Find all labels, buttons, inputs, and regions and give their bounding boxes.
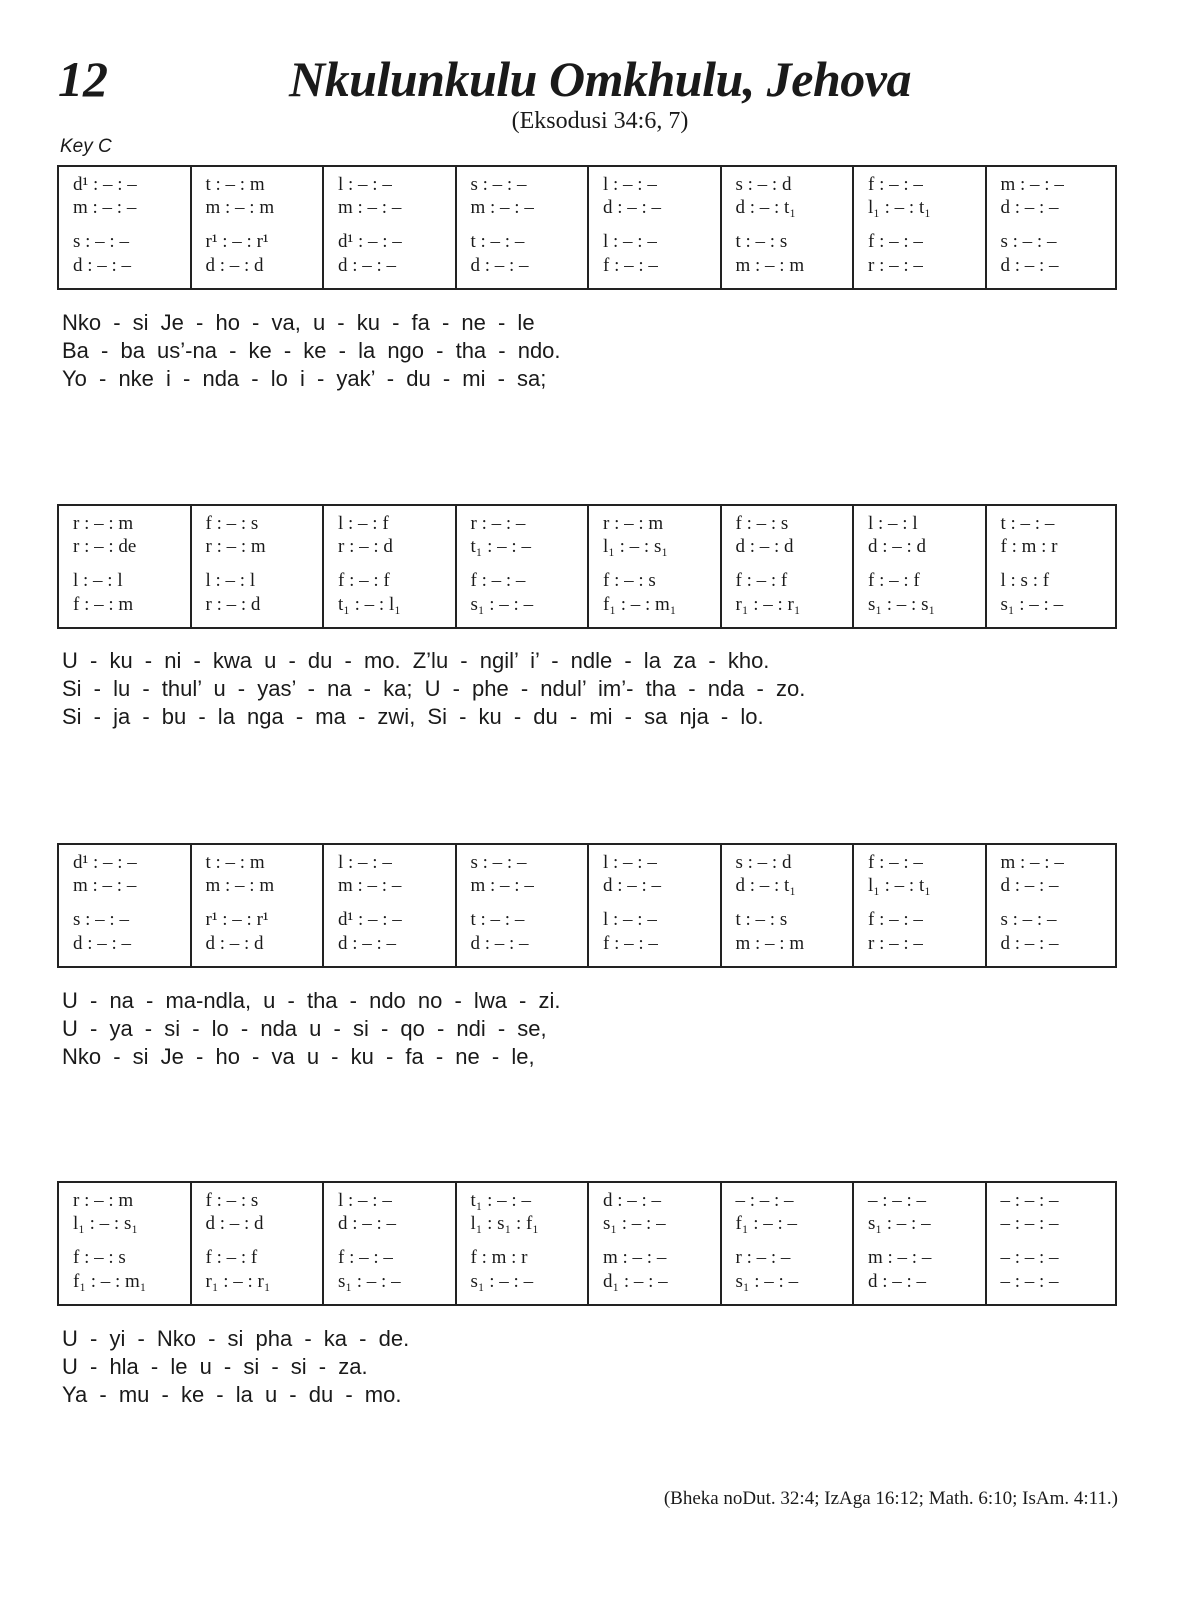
- lyric-line: U - yi - Nko - si pha - ka - de.: [62, 1326, 410, 1351]
- solfa-notes: s₁ : – : –: [1000, 594, 1064, 615]
- lyric-line: Si - ja - bu - la nga - ma - zwi, Si - ku - du - mi - sa nja - lo.: [62, 704, 764, 729]
- bar-line: [190, 845, 192, 966]
- solfa-notes: f : – : f: [205, 1247, 258, 1268]
- solfa-notes: t : – : –: [1000, 513, 1055, 534]
- solfa-notes: l : – : –: [603, 909, 657, 930]
- bar-line: [985, 506, 987, 627]
- solfa-notes: s₁ : – : –: [470, 594, 534, 615]
- bar-line: [455, 845, 457, 966]
- bar-line: [720, 845, 722, 966]
- solfa-notes: l : – : l: [205, 570, 256, 591]
- solfa-notes: f : – : –: [868, 231, 923, 252]
- solfa-notes: d : – : d: [868, 536, 927, 557]
- solfa-notes: l : – : –: [338, 1190, 392, 1211]
- solfa-notes: r¹ : – : r¹: [205, 909, 269, 930]
- solfa-notes: f : – : –: [868, 909, 923, 930]
- bar-line: [720, 506, 722, 627]
- bar-line: [852, 845, 854, 966]
- solfa-notes: d : – : –: [73, 255, 132, 276]
- solfa-notes: s : – : –: [470, 174, 527, 195]
- solfa-notes: l : – : –: [338, 174, 392, 195]
- solfa-notes: l : – : l: [868, 513, 918, 534]
- solfa-notes: – : – : –: [1000, 1190, 1059, 1211]
- solfa-staff: [57, 165, 1117, 290]
- solfa-notes: d : – : –: [868, 1271, 927, 1292]
- solfa-notes: s₁ : – : –: [868, 1213, 931, 1234]
- solfa-notes: f : – : s: [735, 513, 789, 534]
- solfa-notes: d : – : d: [205, 255, 264, 276]
- lyric-line: Nko - si Je - ho - va, u - ku - fa - ne - le: [62, 310, 535, 335]
- solfa-notes: m : – : –: [470, 197, 534, 218]
- solfa-notes: f₁ : – : m₁: [73, 1271, 147, 1292]
- bar-line: [455, 506, 457, 627]
- solfa-notes: r : – : m: [205, 536, 266, 557]
- bar-line: [720, 167, 722, 288]
- solfa-notes: d : – : –: [338, 933, 397, 954]
- solfa-notes: l₁ : – : s₁: [73, 1213, 138, 1234]
- solfa-notes: r : – : –: [868, 255, 923, 276]
- solfa-notes: m : – : m: [735, 933, 805, 954]
- solfa-notes: m : – : –: [1000, 174, 1064, 195]
- solfa-notes: m : – : –: [73, 197, 137, 218]
- bar-line: [190, 1183, 192, 1304]
- solfa-notes: r : – : d: [338, 536, 393, 557]
- solfa-notes: l : s : f: [1000, 570, 1050, 591]
- solfa-notes: d : – : –: [338, 1213, 397, 1234]
- solfa-notes: m : – : –: [603, 1247, 667, 1268]
- solfa-notes: m : – : m: [735, 255, 805, 276]
- solfa-notes: f : – : f: [868, 570, 920, 591]
- solfa-notes: r₁ : – : r₁: [735, 594, 801, 615]
- solfa-notes: d¹ : – : –: [73, 852, 137, 873]
- solfa-staff: [57, 843, 1117, 968]
- solfa-notes: l : – : –: [603, 852, 657, 873]
- lyric-line: U - na - ma-ndla, u - tha - ndo no - lwa - zi.: [62, 988, 561, 1013]
- solfa-notes: s : – : –: [1000, 909, 1057, 930]
- lyric-line: Si - lu - thul’ u - yas’ - na - ka; U - phe - ndul’ im’- tha - nda - zo.: [62, 676, 806, 701]
- solfa-notes: l₁ : – : s₁: [603, 536, 668, 557]
- bar-line: [985, 167, 987, 288]
- solfa-notes: d : – : –: [1000, 933, 1059, 954]
- solfa-notes: f : – : f: [338, 570, 390, 591]
- solfa-notes: r : – : m: [73, 1190, 134, 1211]
- solfa-notes: r : – : m: [603, 513, 664, 534]
- solfa-notes: l : – : f: [338, 513, 389, 534]
- hymn-title: Nkulunkulu Omkhulu, Jehova: [289, 51, 911, 107]
- bar-line: [322, 1183, 324, 1304]
- solfa-notes: d₁ : – : –: [603, 1271, 668, 1292]
- solfa-notes: s : – : –: [73, 909, 129, 930]
- solfa-notes: l : – : –: [603, 174, 657, 195]
- solfa-notes: m : – : –: [338, 197, 402, 218]
- solfa-notes: d : – : –: [73, 933, 132, 954]
- solfa-notes: t : – : m: [205, 174, 265, 195]
- solfa-notes: d : – : t₁: [735, 197, 796, 218]
- solfa-notes: r¹ : – : r¹: [205, 231, 269, 252]
- solfa-notes: d : – : –: [338, 255, 397, 276]
- solfa-notes: d¹ : – : –: [338, 231, 402, 252]
- solfa-notes: m : – : –: [338, 875, 402, 896]
- solfa-staff: [57, 504, 1117, 629]
- lyric-line: U - hla - le u - si - si - za.: [62, 1354, 368, 1379]
- lyric-line: Ya - mu - ke - la u - du - mo.: [62, 1382, 402, 1407]
- solfa-notes: t₁ : – : l₁: [338, 594, 401, 615]
- solfa-notes: f₁ : – : m₁: [603, 594, 677, 615]
- solfa-notes: l : – : –: [603, 231, 657, 252]
- solfa-notes: s₁ : – : s₁: [868, 594, 936, 615]
- solfa-notes: d¹ : – : –: [338, 909, 402, 930]
- solfa-notes: l₁ : – : t₁: [868, 197, 931, 218]
- solfa-notes: d¹ : – : –: [73, 174, 137, 195]
- solfa-notes: m : – : –: [470, 875, 534, 896]
- solfa-notes: d : – : –: [470, 255, 529, 276]
- solfa-notes: s₁ : – : –: [603, 1213, 666, 1234]
- lyric-line: Yo - nke i - nda - lo i - yak’ - du - mi - sa;: [62, 366, 547, 391]
- solfa-notes: r : – : m: [73, 513, 134, 534]
- solfa-notes: f : – : –: [338, 1247, 393, 1268]
- solfa-notes: – : – : –: [868, 1190, 927, 1211]
- solfa-notes: t : – : –: [470, 909, 525, 930]
- footer-references: (Bheka noDut. 32:4; IzAga 16:12; Math. 6:10; IsAm. 4:11.): [663, 1488, 1118, 1509]
- solfa-notes: f : – : –: [603, 255, 658, 276]
- bar-line: [322, 167, 324, 288]
- solfa-notes: d : – : t₁: [735, 875, 796, 896]
- bar-line: [985, 845, 987, 966]
- solfa-notes: f₁ : – : –: [735, 1213, 798, 1234]
- key-signature: Key C: [60, 136, 112, 157]
- solfa-notes: d : – : –: [1000, 197, 1059, 218]
- solfa-notes: s : – : d: [735, 852, 792, 873]
- bar-line: [587, 167, 589, 288]
- solfa-notes: r : – : –: [868, 933, 923, 954]
- lyric-line: Nko - si Je - ho - va u - ku - fa - ne - le,: [62, 1044, 535, 1069]
- solfa-notes: d : – : –: [1000, 255, 1059, 276]
- solfa-notes: r : – : d: [205, 594, 261, 615]
- solfa-notes: f : – : m: [73, 594, 134, 615]
- solfa-notes: d : – : –: [470, 933, 529, 954]
- bar-line: [985, 1183, 987, 1304]
- solfa-notes: l : – : –: [338, 852, 392, 873]
- solfa-notes: d : – : d: [735, 536, 794, 557]
- solfa-notes: l₁ : s₁ : f₁: [470, 1213, 539, 1234]
- solfa-notes: d : – : –: [1000, 875, 1059, 896]
- solfa-notes: s : – : –: [1000, 231, 1057, 252]
- solfa-notes: s₁ : – : –: [338, 1271, 401, 1292]
- solfa-notes: s : – : –: [470, 852, 527, 873]
- lyric-line: U - ku - ni - kwa u - du - mo. Z’lu - ngil’ i’ - ndle - la za - kho.: [62, 648, 770, 673]
- solfa-notes: f : – : s: [205, 513, 259, 534]
- solfa-notes: m : – : –: [868, 1247, 932, 1268]
- solfa-notes: t : – : s: [735, 909, 788, 930]
- solfa-notes: d : – : d: [205, 1213, 264, 1234]
- solfa-notes: s : – : d: [735, 174, 792, 195]
- solfa-notes: m : – : m: [205, 197, 275, 218]
- bar-line: [455, 1183, 457, 1304]
- bar-line: [322, 845, 324, 966]
- hymn-number: 12: [58, 51, 108, 107]
- solfa-notes: f : – : –: [603, 933, 658, 954]
- solfa-notes: f : – : s: [205, 1190, 259, 1211]
- solfa-notes: f : m : r: [470, 1247, 528, 1268]
- solfa-notes: – : – : –: [1000, 1247, 1059, 1268]
- bar-line: [720, 1183, 722, 1304]
- solfa-notes: f : – : s: [73, 1247, 126, 1268]
- solfa-notes: m : – : –: [73, 875, 137, 896]
- solfa-notes: t : – : s: [735, 231, 788, 252]
- bar-line: [852, 1183, 854, 1304]
- solfa-notes: f : – : f: [735, 570, 788, 591]
- solfa-notes: t₁ : – : –: [470, 536, 531, 557]
- solfa-notes: t : – : m: [205, 852, 265, 873]
- bar-line: [587, 506, 589, 627]
- solfa-notes: f : – : –: [470, 570, 526, 591]
- bar-line: [455, 167, 457, 288]
- bar-line: [852, 167, 854, 288]
- scripture-reference: (Eksodusi 34:6, 7): [511, 108, 689, 134]
- solfa-notes: d : – : –: [603, 875, 662, 896]
- solfa-notes: l : – : l: [73, 570, 123, 591]
- solfa-staff: [57, 1181, 1117, 1306]
- solfa-notes: s : – : –: [73, 231, 129, 252]
- solfa-notes: – : – : –: [1000, 1213, 1059, 1234]
- solfa-notes: r : – : de: [73, 536, 137, 557]
- solfa-notes: d : – : –: [603, 197, 662, 218]
- lyric-line: U - ya - si - lo - nda u - si - qo - ndi - se,: [62, 1016, 547, 1041]
- bar-line: [190, 506, 192, 627]
- solfa-notes: s₁ : – : –: [470, 1271, 534, 1292]
- solfa-notes: m : – : m: [205, 875, 275, 896]
- bar-line: [587, 1183, 589, 1304]
- lyric-line: Ba - ba us’-na - ke - ke - la ngo - tha - ndo.: [62, 338, 561, 363]
- solfa-notes: t₁ : – : –: [470, 1190, 531, 1211]
- solfa-notes: d : – : –: [603, 1190, 662, 1211]
- solfa-notes: r : – : –: [735, 1247, 791, 1268]
- solfa-notes: t : – : –: [470, 231, 525, 252]
- solfa-notes: s₁ : – : –: [735, 1271, 799, 1292]
- bar-line: [587, 845, 589, 966]
- solfa-notes: – : – : –: [1000, 1271, 1059, 1292]
- solfa-notes: r : – : –: [470, 513, 526, 534]
- solfa-notes: f : – : –: [868, 852, 923, 873]
- bar-line: [322, 506, 324, 627]
- bar-line: [852, 506, 854, 627]
- solfa-notes: – : – : –: [735, 1190, 794, 1211]
- solfa-notes: f : – : s: [603, 570, 656, 591]
- solfa-notes: m : – : –: [1000, 852, 1064, 873]
- bar-line: [190, 167, 192, 288]
- solfa-notes: f : m : r: [1000, 536, 1058, 557]
- solfa-notes: r₁ : – : r₁: [205, 1271, 271, 1292]
- solfa-notes: l₁ : – : t₁: [868, 875, 931, 896]
- solfa-notes: f : – : –: [868, 174, 923, 195]
- solfa-notes: d : – : d: [205, 933, 264, 954]
